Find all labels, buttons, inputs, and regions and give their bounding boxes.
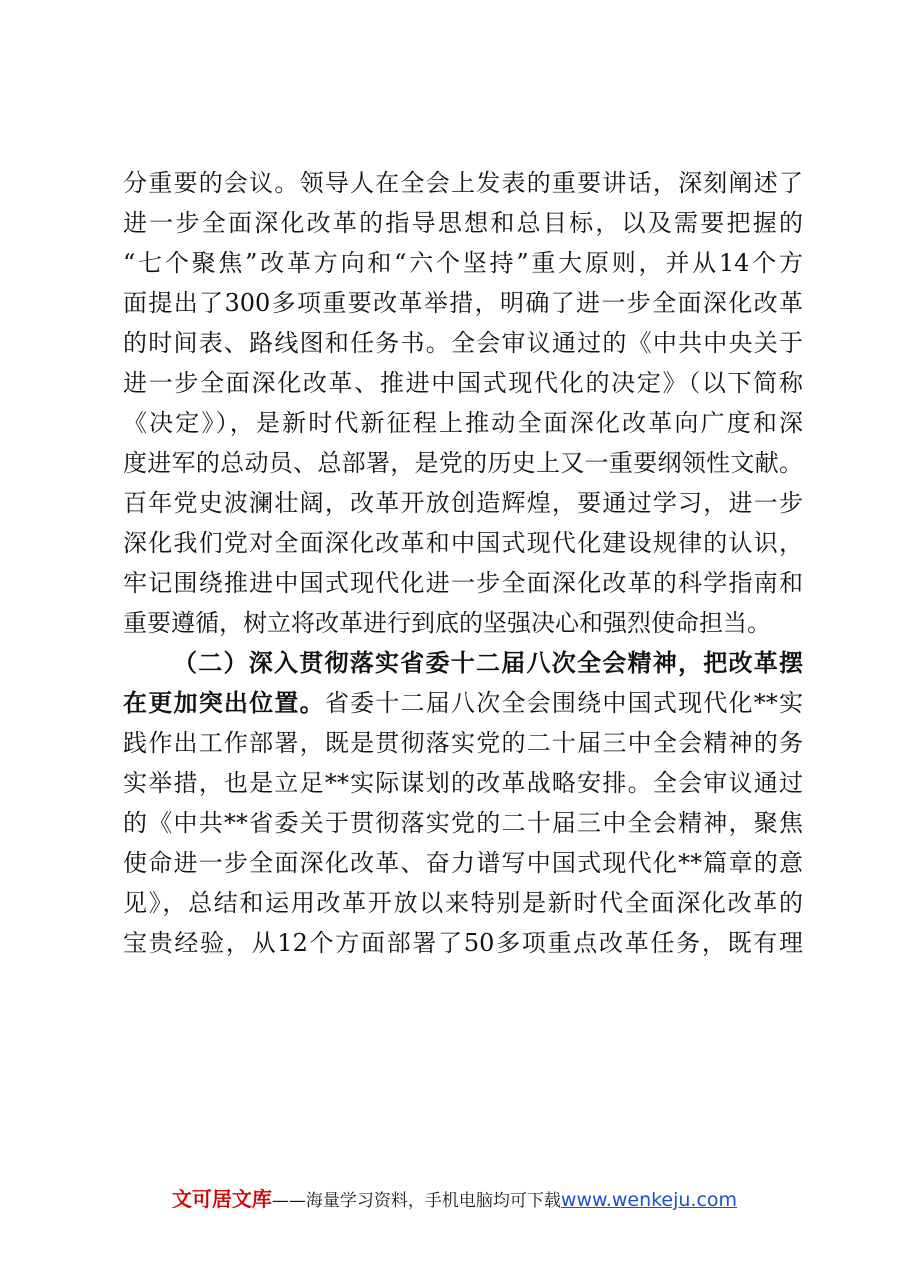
text-line: 分重要的会议。领导人在全会上发表的重要讲话，深刻阐述了 [123, 169, 803, 197]
text-line: 见》，总结和运用改革开放以来特别是新时代全面深化改革的 [123, 889, 803, 917]
text-line: 践作出工作部署，既是贯彻落实党的二十届三中全会精神的务 [123, 729, 803, 757]
text-line [123, 683, 803, 723]
document-body [123, 163, 803, 963]
text-line: 百年党史波澜壮阔，改革开放创造辉煌，要通过学习，进一步 [123, 489, 803, 517]
section-heading: （二）深入贯彻落实省委十二届八次全会精神，把改革摆 [173, 648, 803, 677]
text-line: 面提出了300多项重要改革举措，明确了进一步全面深化改革 [123, 289, 803, 317]
text-line: 宝贵经验，从12个方面部署了50多项重点改革任务，既有理 [123, 929, 803, 957]
text-line: 重要遵循，树立将改革进行到底的坚强决心和强烈使命担当。 [123, 609, 771, 637]
text-line: 《决定》），是新时代新征程上推动全面深化改革向广度和深 [123, 409, 803, 437]
text-line: 牢记围绕推进中国式现代化进一步全面深化改革的科学指南和 [123, 569, 803, 597]
text-line: 深化我们党对全面深化改革和中国式现代化建设规律的认识， [123, 529, 803, 557]
footer-tagline: ——海量学习资料，手机电脑均可下载 [271, 1191, 561, 1211]
text-span: 省委十二届八次全会围绕中国式现代化**实 [324, 689, 803, 717]
text-line: 度进军的总动员、总部署，是党的历史上又一重要纲领性文献。 [123, 449, 803, 477]
text-line: 进一步全面深化改革、推进中国式现代化的决定》（以下简称 [123, 369, 803, 397]
paragraph-2 [123, 643, 803, 963]
paragraph-1 [123, 163, 803, 643]
footer-banner [0, 1183, 909, 1212]
text-line: 的《中共**省委关于贯彻落实党的二十届三中全会精神，聚焦 [123, 809, 803, 837]
text-line: 的时间表、路线图和任务书。全会审议通过的《中共中央关于 [123, 329, 803, 357]
section-heading-tail: 在更加突出位置。 [123, 688, 325, 717]
text-line: 使命进一步全面深化改革、奋力谱写中国式现代化**篇章的意 [123, 849, 803, 877]
website-link[interactable]: www.wenkeju.com [560, 1189, 738, 1211]
text-line: “七个聚焦”改革方向和“六个坚持”重大原则，并从14个方 [123, 249, 803, 277]
brand-name: 文可居文库 [171, 1187, 272, 1211]
text-line: 实举措，也是立足**实际谋划的改革战略安排。全会审议通过 [123, 769, 803, 797]
text-line: 进一步全面深化改革的指导思想和总目标，以及需要把握的 [123, 209, 803, 237]
